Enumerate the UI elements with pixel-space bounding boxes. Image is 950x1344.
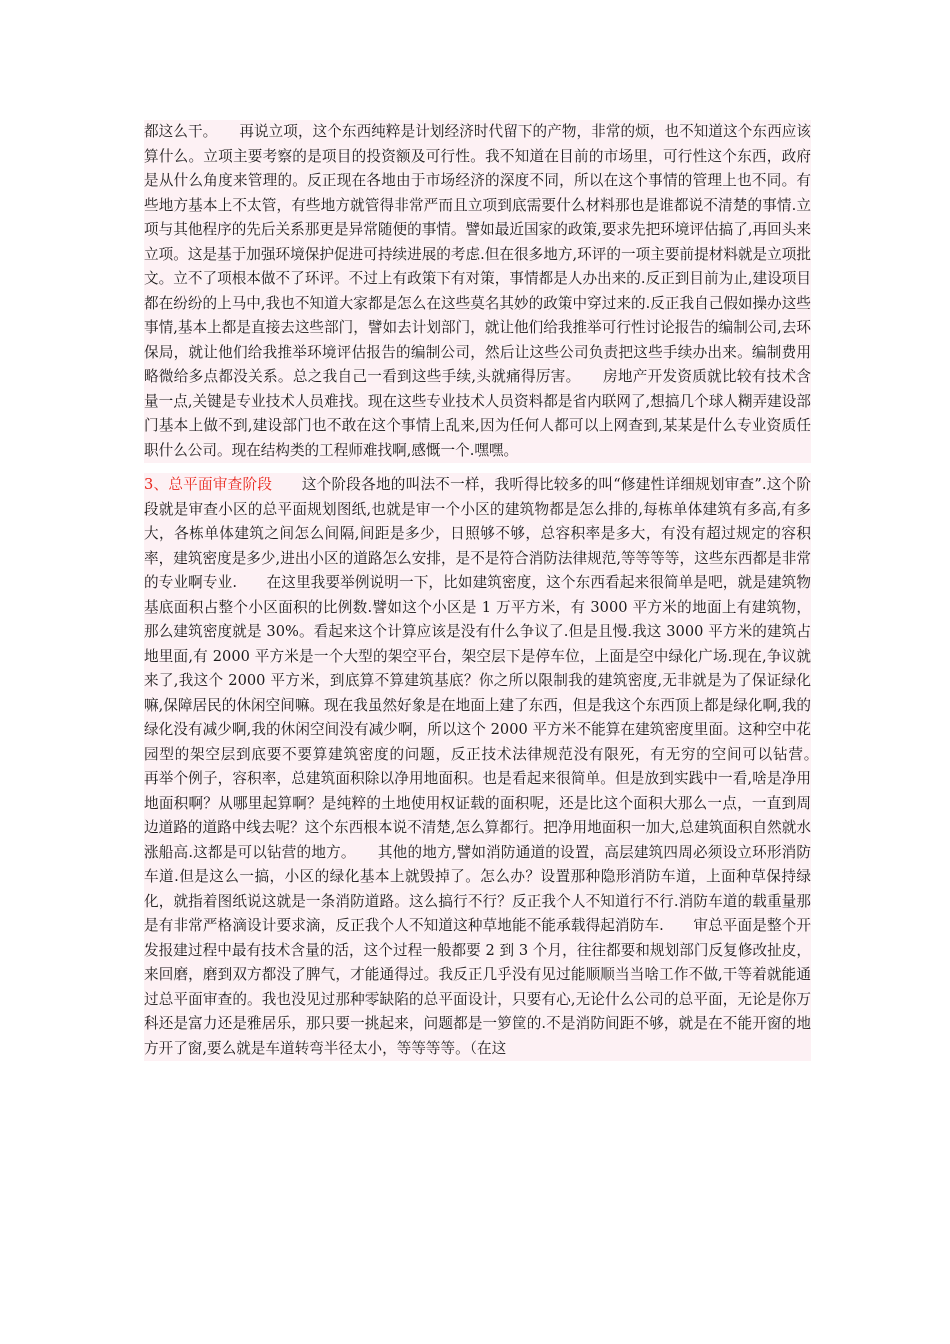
paragraph-approval: 都这么干。 再说立项，这个东西纯粹是计划经济时代留下的产物，非常的烦，也不知道这个东西应该算什么。立项主要考察的是项目的投资额及可行性。我不知道在目前的市场里，可行性这个东西，政府是从什么角度来管理的。反正现在各地由于市场经济的深度不同，所以在这个事情的管理上也不同。有些地方基本上不太管，有些地方就管得非常严而且立项到底需要什么材料那也是谁都说不清楚的事情.立项与其他程序的先后关系那更是异常随便的事情。譬如最近国家的政策,要求先把环境评估搞了,再回头来立项。这是基于加强环境保护促进可持续进展的考虑.但在很多地方,环评的一项主要前提材料就是立项批文。立不了项根本做不了环评。不过上有政策下有对策，事情都是人办出来的.反正到目前为止,建设项目都在纷纷的上马中,我也不知道大家都是怎么在这些莫名其妙的政策中穿过来的.反正我自己假如操办这些事情,基本上都是直接去这些部门，譬如去计划部门，就让他们给我推举可行性讨论报告的编制公司,去环保局，就让他们给我推举环境评估报告的编制公司，然后让这些公司负责把这些手续办出来。编制费用略微给多点都没关系。总之我自己一看到这些手续,头就痛得厉害。 房地产开发资质就比较有技术含量一点,关键是专业技术人员难找。现在这些专业技术人员资料都是省内联网了,想搞几个球人糊弄建设部门基本上做不到,建设部门也不敢在这个事情上乱来,因为任何人都可以上网查到,某某是什么专业资质任职什么公司。现在结构类的工程师难找啊,感慨一个.嘿嘿。 <box>144 120 811 463</box>
section-site-plan-review <box>144 473 841 1061</box>
document-page <box>144 120 841 1061</box>
section-body: 这个阶段各地的叫法不一样，我听得比较多的叫“修建性详细规划审查”.这个阶段就是审查小区的总平面规划图纸,也就是审一个小区的建筑物都是怎么排的,每栋单体建筑有多高,有多大，各栋单体建筑之间怎么间隔,间距是多少，日照够不够，总容积率是多大，有没有超过规定的容积率，建筑密度是多少,进出小区的道路怎么安排，是不是符合消防法律规范,等等等等，这些东西都是非常的专业啊专业. 在这里我要举例说明一下，比如建筑密度，这个东西看起来很简单是吧，就是建筑物基底面积占整个小区面积的比例数.譬如这个小区是 1 万平方米，有 3000 平方米的地面上有建筑物，那么建筑密度就是 30%。看起来这个计算应该是没有什么争议了.但是且慢.我这 3000 平方米的建筑占地里面,有 2000 平方米是一个大型的架空平台，架空层下是停车位，上面是空中绿化广场.现在,争议就来了,我这个 2000 平方米，到底算不算建筑基底？你之所以限制我的建筑密度,无非就是为了保证绿化嘛,保障居民的休闲空间嘛。现在我虽然好象是在地面上建了东西，但是我这个东西顶上都是绿化啊,我的绿化没有减少啊,我的休闲空间没有减少啊，所以这个 2000 平方米不能算在建筑密度里面。这种空中花园型的架空层到底要不要算建筑密度的问题，反正技术法律规范没有限死，有无穷的空间可以钻营。 再举个例子，容积率，总建筑面积除以净用地面积。也是看起来很简单。但是放到实践中一看,啥是净用地面积啊？从哪里起算啊？是纯粹的土地使用权证载的面积呢，还是比这个面积大那么一点，一直到周边道路的道路中线去呢？这个东西根本说不清楚,怎么算都行。把净用地面积一加大,总建筑面积自然就水涨船高.这都是可以钻营的地方。 其他的地方,譬如消防通道的设置，高层建筑四周必须设立环形消防车道.但是这么一搞，小区的绿化基本上就毁掉了。怎么办？设置那种隐形消防车道，上面种草保持绿化，就指着图纸说这就是一条消防道路。这么搞行不行？反正我个人不知道行不行.消防车道的载重量那是有非常严格滴设计要求滴，反正我个人不知道这种草地能不能承载得起消防车. 审总平面是整个开发报建过程中最有技术含量的活，这个过程一般都要 2 到 3 个月，往往都要和规划部门反复修改扯皮，来回磨，磨到双方都没了脾气，才能通得过。我反正几乎没有见过能顺顺当当啥工作不做,干等着就能通过总平面审查的。我也没见过那种零缺陷的总平面设计，只要有心,无论什么公司的总平面，无论是你万科还是富力还是雅居乐，那只要一挑起来，问题都是一箩筐的.不是消防间距不够，就是在不能开窗的地方开了窗,要么就是车道转弯半径太小，等等等等。（在这 <box>144 476 841 1057</box>
section-heading: 3、总平面审查阶段 <box>144 476 273 493</box>
